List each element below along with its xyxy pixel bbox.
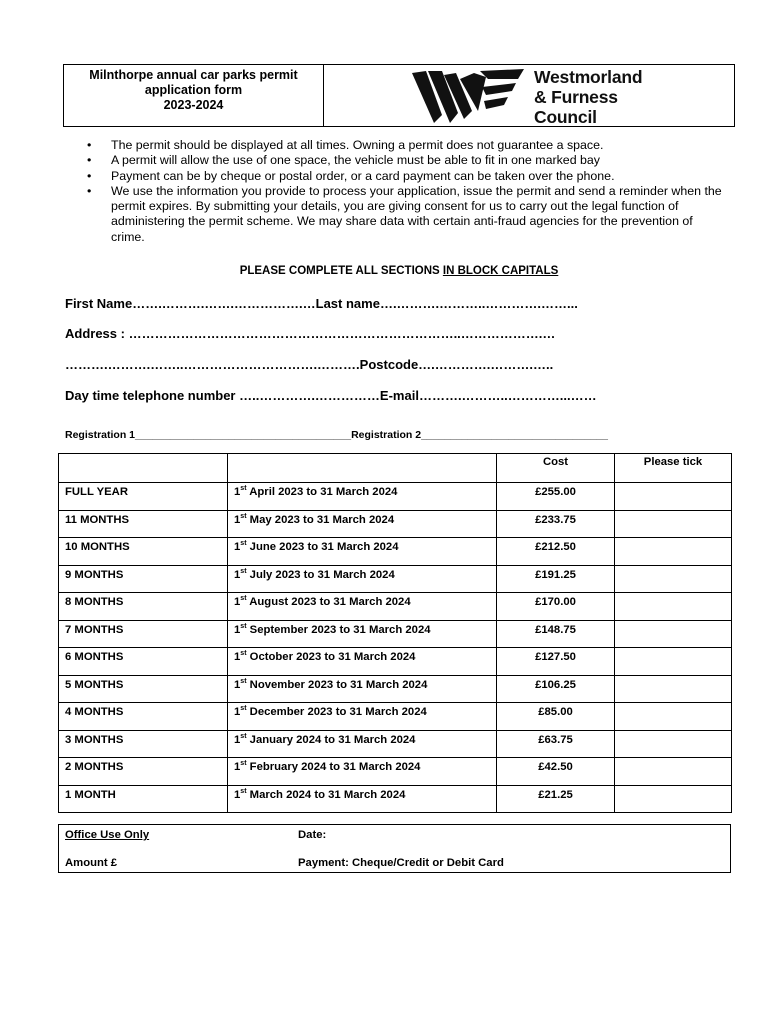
- block-capitals-instruction: [63, 265, 735, 277]
- date-range-cell: [228, 565, 497, 593]
- phone-email-fields[interactable]: Day time telephone number …..………….……………E-mail……….………..…………...……: [65, 388, 597, 403]
- title-line-3: 2023-2024: [163, 98, 224, 112]
- table-row: [59, 703, 732, 731]
- logo-line-2: & Furness: [534, 87, 618, 107]
- ordinal: st: [240, 760, 247, 767]
- table-row: [59, 565, 732, 593]
- address-field[interactable]: Address : …………………………………………………………………..……………….…: [65, 326, 556, 341]
- cost-cell: £127.50: [497, 648, 615, 676]
- instruction-prefix: PLEASE COMPLETE ALL SECTIONS: [239, 265, 443, 277]
- date-range-cell: [228, 785, 497, 813]
- date-rest: October 2023 to 31 March 2024: [246, 651, 416, 663]
- table-row: [59, 758, 732, 786]
- date-range-cell: [228, 730, 497, 758]
- day: 1: [234, 541, 241, 553]
- table-row: [59, 538, 732, 566]
- tick-box[interactable]: [615, 593, 732, 621]
- council-logo-mark-icon: [412, 67, 532, 125]
- period-cell: 9 MONTHS: [59, 565, 228, 593]
- period-cell: 10 MONTHS: [59, 538, 228, 566]
- date-range-cell: [228, 538, 497, 566]
- date-rest: November 2023 to 31 March 2024: [246, 678, 428, 691]
- council-logo-text: [534, 67, 642, 127]
- table-row: [59, 510, 732, 538]
- period-cell: 7 MONTHS: [59, 620, 228, 648]
- date-rest: August 2023 to 31 March 2024: [246, 596, 411, 608]
- period-cell: FULL YEAR: [59, 483, 228, 511]
- tick-box[interactable]: [615, 785, 732, 813]
- tick-box[interactable]: [615, 758, 732, 786]
- cost-cell: £42.50: [497, 758, 615, 786]
- table-row: [59, 785, 732, 813]
- tick-box[interactable]: [615, 565, 732, 593]
- permit-price-table: [58, 453, 732, 813]
- cost-cell: £170.00: [497, 593, 615, 621]
- table-row: [59, 730, 732, 758]
- date-range-cell: [228, 620, 497, 648]
- day: 1: [234, 596, 241, 608]
- title-line-2: application form: [144, 83, 243, 97]
- instruction-underlined: IN BLOCK CAPITALS: [442, 265, 559, 277]
- tick-box[interactable]: [615, 510, 732, 538]
- date-rest: February 2024 to 31 March 2024: [246, 761, 421, 773]
- header-cell: [228, 454, 497, 483]
- header-cell: [59, 454, 228, 483]
- office-use-label: Office Use Only: [65, 829, 150, 841]
- ordinal: st: [240, 677, 247, 685]
- ordinal: st: [240, 650, 247, 657]
- date-rest: March 2024 to 31 March 2024: [246, 788, 406, 801]
- period-cell: 1 MONTH: [59, 785, 228, 813]
- date-rest: September 2023 to 31 March 2024: [246, 623, 431, 636]
- period-cell: 8 MONTHS: [59, 593, 228, 621]
- table-row: [59, 483, 732, 511]
- cost-cell: £255.00: [497, 483, 615, 511]
- cost-cell: £148.75: [497, 620, 615, 648]
- day: 1: [234, 678, 241, 691]
- cost-cell: £63.75: [497, 730, 615, 758]
- period-cell: 6 MONTHS: [59, 648, 228, 676]
- ordinal: st: [240, 705, 247, 712]
- condition-item: • We use the information you provide to process your application, issue the permit and send a reminder when the permit expires. By submitting your details, you are giving consent for us to carry out the legal function of administering the permit scheme. We may share data with certain anti-fraud agencies for the prevention of crime.: [85, 184, 725, 245]
- ordinal: st: [240, 485, 247, 492]
- tick-box[interactable]: [615, 483, 732, 511]
- postcode-field[interactable]: ……….……….……..………………………….……….Postcode….………….……….…..: [65, 357, 554, 372]
- registration-fields[interactable]: Registration 1_____________________________________Registration 2________________________________: [65, 429, 608, 441]
- day: 1: [234, 568, 241, 581]
- cost-cell: £21.25: [497, 785, 615, 813]
- ordinal: st: [240, 732, 247, 740]
- condition-item: • Payment can be by cheque or postal order, or a card payment can be taken over the phone.: [85, 169, 725, 184]
- form-title: [64, 65, 324, 126]
- office-payment-label: Payment: Cheque/Credit or Debit Card: [298, 857, 504, 869]
- day: 1: [234, 513, 241, 526]
- date-rest: December 2023 to 31 March 2024: [246, 706, 427, 718]
- period-cell: 4 MONTHS: [59, 703, 228, 731]
- day: 1: [234, 788, 241, 801]
- logo-line-1: Westmorland: [534, 67, 643, 87]
- condition-item: • A permit will allow the use of one space, the vehicle must be able to fit in one marked bay: [85, 153, 725, 168]
- cost-cell: £106.25: [497, 675, 615, 703]
- date-range-cell: [228, 483, 497, 511]
- day: 1: [234, 733, 241, 746]
- period-cell: 3 MONTHS: [59, 730, 228, 758]
- date-range-cell: [228, 758, 497, 786]
- permit-conditions-list: [85, 138, 725, 245]
- condition-item: • The permit should be displayed at all times. Owning a permit does not guarantee a space.: [85, 138, 725, 153]
- table-row: [59, 675, 732, 703]
- please-tick-header: Please tick: [615, 454, 732, 483]
- ordinal: st: [240, 595, 247, 602]
- date-range-cell: [228, 593, 497, 621]
- tick-box[interactable]: [615, 538, 732, 566]
- ordinal: st: [240, 622, 247, 630]
- office-amount-label: Amount £: [65, 857, 118, 869]
- day: 1: [234, 623, 241, 636]
- date-rest: July 2023 to 31 March 2024: [246, 568, 395, 581]
- date-range-cell: [228, 675, 497, 703]
- cost-cell: £191.25: [497, 565, 615, 593]
- day: 1: [234, 706, 241, 718]
- period-cell: 11 MONTHS: [59, 510, 228, 538]
- tick-box[interactable]: [615, 703, 732, 731]
- office-use-box: [58, 824, 731, 873]
- day: 1: [234, 651, 241, 663]
- table-row: [59, 593, 732, 621]
- day: 1: [234, 761, 241, 773]
- council-logo: [324, 65, 734, 126]
- table-row: [59, 620, 732, 648]
- table-header-row: [59, 454, 732, 483]
- header-box: [63, 64, 735, 127]
- table-row: [59, 648, 732, 676]
- title-line-1: Milnthorpe annual car parks permit: [89, 68, 298, 82]
- ordinal: st: [240, 567, 247, 575]
- tick-box[interactable]: [615, 730, 732, 758]
- date-rest: January 2024 to 31 March 2024: [246, 733, 416, 746]
- day: 1: [234, 486, 241, 498]
- date-range-cell: [228, 510, 497, 538]
- date-rest: June 2023 to 31 March 2024: [246, 541, 399, 553]
- date-rest: April 2023 to 31 March 2024: [246, 486, 398, 498]
- cost-cell: £212.50: [497, 538, 615, 566]
- tick-box[interactable]: [615, 675, 732, 703]
- ordinal: st: [240, 787, 247, 795]
- cost-cell: £233.75: [497, 510, 615, 538]
- tick-box[interactable]: [615, 620, 732, 648]
- period-cell: 5 MONTHS: [59, 675, 228, 703]
- logo-line-3: Council: [534, 107, 597, 127]
- cost-header: Cost: [497, 454, 615, 483]
- cost-cell: £85.00: [497, 703, 615, 731]
- date-range-cell: [228, 648, 497, 676]
- name-fields[interactable]: First Name…….……….…….…………….…Last name….……….………..………….……...: [65, 296, 578, 311]
- period-cell: 2 MONTHS: [59, 758, 228, 786]
- tick-box[interactable]: [615, 648, 732, 676]
- ordinal: st: [240, 512, 247, 520]
- office-date-label: Date:: [298, 829, 327, 841]
- ordinal: st: [240, 540, 247, 547]
- date-range-cell: [228, 703, 497, 731]
- date-rest: May 2023 to 31 March 2024: [246, 513, 395, 526]
